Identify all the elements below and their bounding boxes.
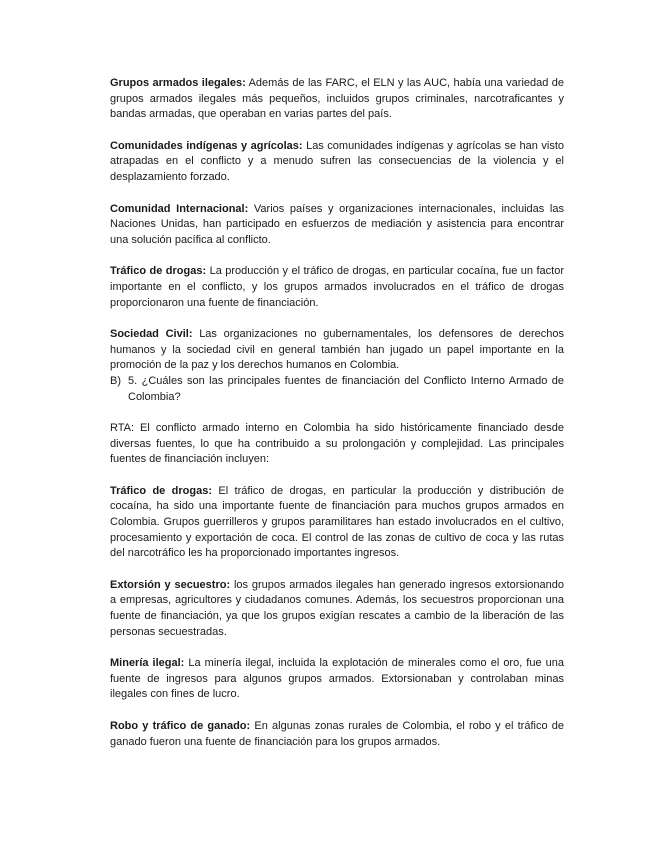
paragraph-term: Tráfico de drogas:	[110, 265, 207, 278]
question-item	[110, 374, 564, 405]
paragraph-term: Tráfico de drogas:	[110, 484, 212, 497]
paragraph-mineria-ilegal	[110, 656, 564, 703]
question-marker: B)	[110, 374, 121, 387]
document-page	[110, 76, 564, 750]
paragraph-extorsion-secuestro	[110, 578, 564, 640]
paragraph-text: El tráfico de drogas, en particular la producción y distribución de cocaína, ha sido una importante fuente de financiación para muchos grupos armados en Colombia. Grupos guerrilleros y grupos paramilitares han estado involucrados en el cultivo, procesamiento y exportación de coca. El control de las zonas de cultivo de coca y las rutas del narcotráfico les ha proporcionado importantes ingresos.	[110, 484, 564, 560]
paragraph-sociedad-civil	[110, 327, 564, 374]
paragraph-term: Minería ilegal:	[110, 657, 185, 670]
paragraph-term: Grupos armados ilegales:	[110, 77, 246, 89]
paragraph-term: Sociedad Civil:	[110, 328, 193, 341]
paragraph-term: Extorsión y secuestro:	[110, 578, 231, 591]
paragraph-text: Varios países y organizaciones internacionales, incluidas las Naciones Unidas, han participado en esfuerzos de mediación y asistencia para encontrar una solución pacífica al conflicto.	[110, 202, 564, 246]
paragraph-text: La minería ilegal, incluida la explotación de minerales como el oro, fue una fuente de ingresos para algunos grupos armados. Extorsionaban y controlaban minas ilegales con fines de lucro.	[110, 657, 564, 701]
paragraph-robo-ganado	[110, 719, 564, 750]
paragraph-trafico-drogas-financiacion	[110, 484, 564, 562]
paragraph-term: Robo y tráfico de ganado:	[110, 720, 251, 732]
paragraph-text: Las comunidades indígenas y agrícolas se han visto atrapadas en el conflicto y a menudo sufren las consecuencias de la violencia y el desplazamiento forzado.	[110, 139, 565, 183]
paragraph-text: La producción y el tráfico de drogas, en particular cocaína, fue un factor importante en el conflicto, y los grupos armados involucrados en el tráfico de drogas proporcionaron una fuente de financiación.	[110, 265, 564, 309]
paragraph-term: Comunidades indígenas y agrícolas:	[110, 139, 303, 152]
paragraph-comunidades-indigenas	[110, 139, 564, 186]
paragraph-trafico-drogas-actor	[110, 264, 564, 311]
paragraph-text: Además de las FARC, el ELN y las AUC, había una variedad de grupos armados ilegales más pequeños, incluidos grupos criminales, narcotraficantes y bandas armadas, que operaban en varias partes del país.	[110, 77, 564, 121]
paragraph-text: Las organizaciones no gubernamentales, los defensores de derechos humanos y la sociedad civil en general también han jugado un papel importante en la promoción de la paz y los derechos humanos en Colombia.	[110, 328, 565, 372]
paragraph-comunidad-internacional	[110, 202, 564, 249]
paragraph-text: En algunas zonas rurales de Colombia, el robo y el tráfico de ganado fueron una fuente de financiación para los grupos armados.	[110, 720, 564, 748]
paragraph-grupos-armados	[110, 76, 564, 123]
paragraph-term: Comunidad Internacional:	[110, 202, 249, 215]
question-text: 5. ¿Cuáles son las principales fuentes de financiación del Conflicto Interno Armado de Colombia?	[128, 374, 564, 403]
paragraph-text: los grupos armados ilegales han generado ingresos extorsionando a empresas, agricultores y ciudadanos comunes. Además, los secuestros proporcionan una fuente de financiación, ya que los grupos exigían rescates a cambio de la liberación de las personas secuestradas.	[110, 578, 565, 638]
answer-intro: RTA: El conflicto armado interno en Colombia ha sido históricamente financiado desde diversas fuentes, lo que ha contribuido a su prolongación y complejidad. Las principales fuentes de financiación incluyen:	[110, 422, 564, 466]
